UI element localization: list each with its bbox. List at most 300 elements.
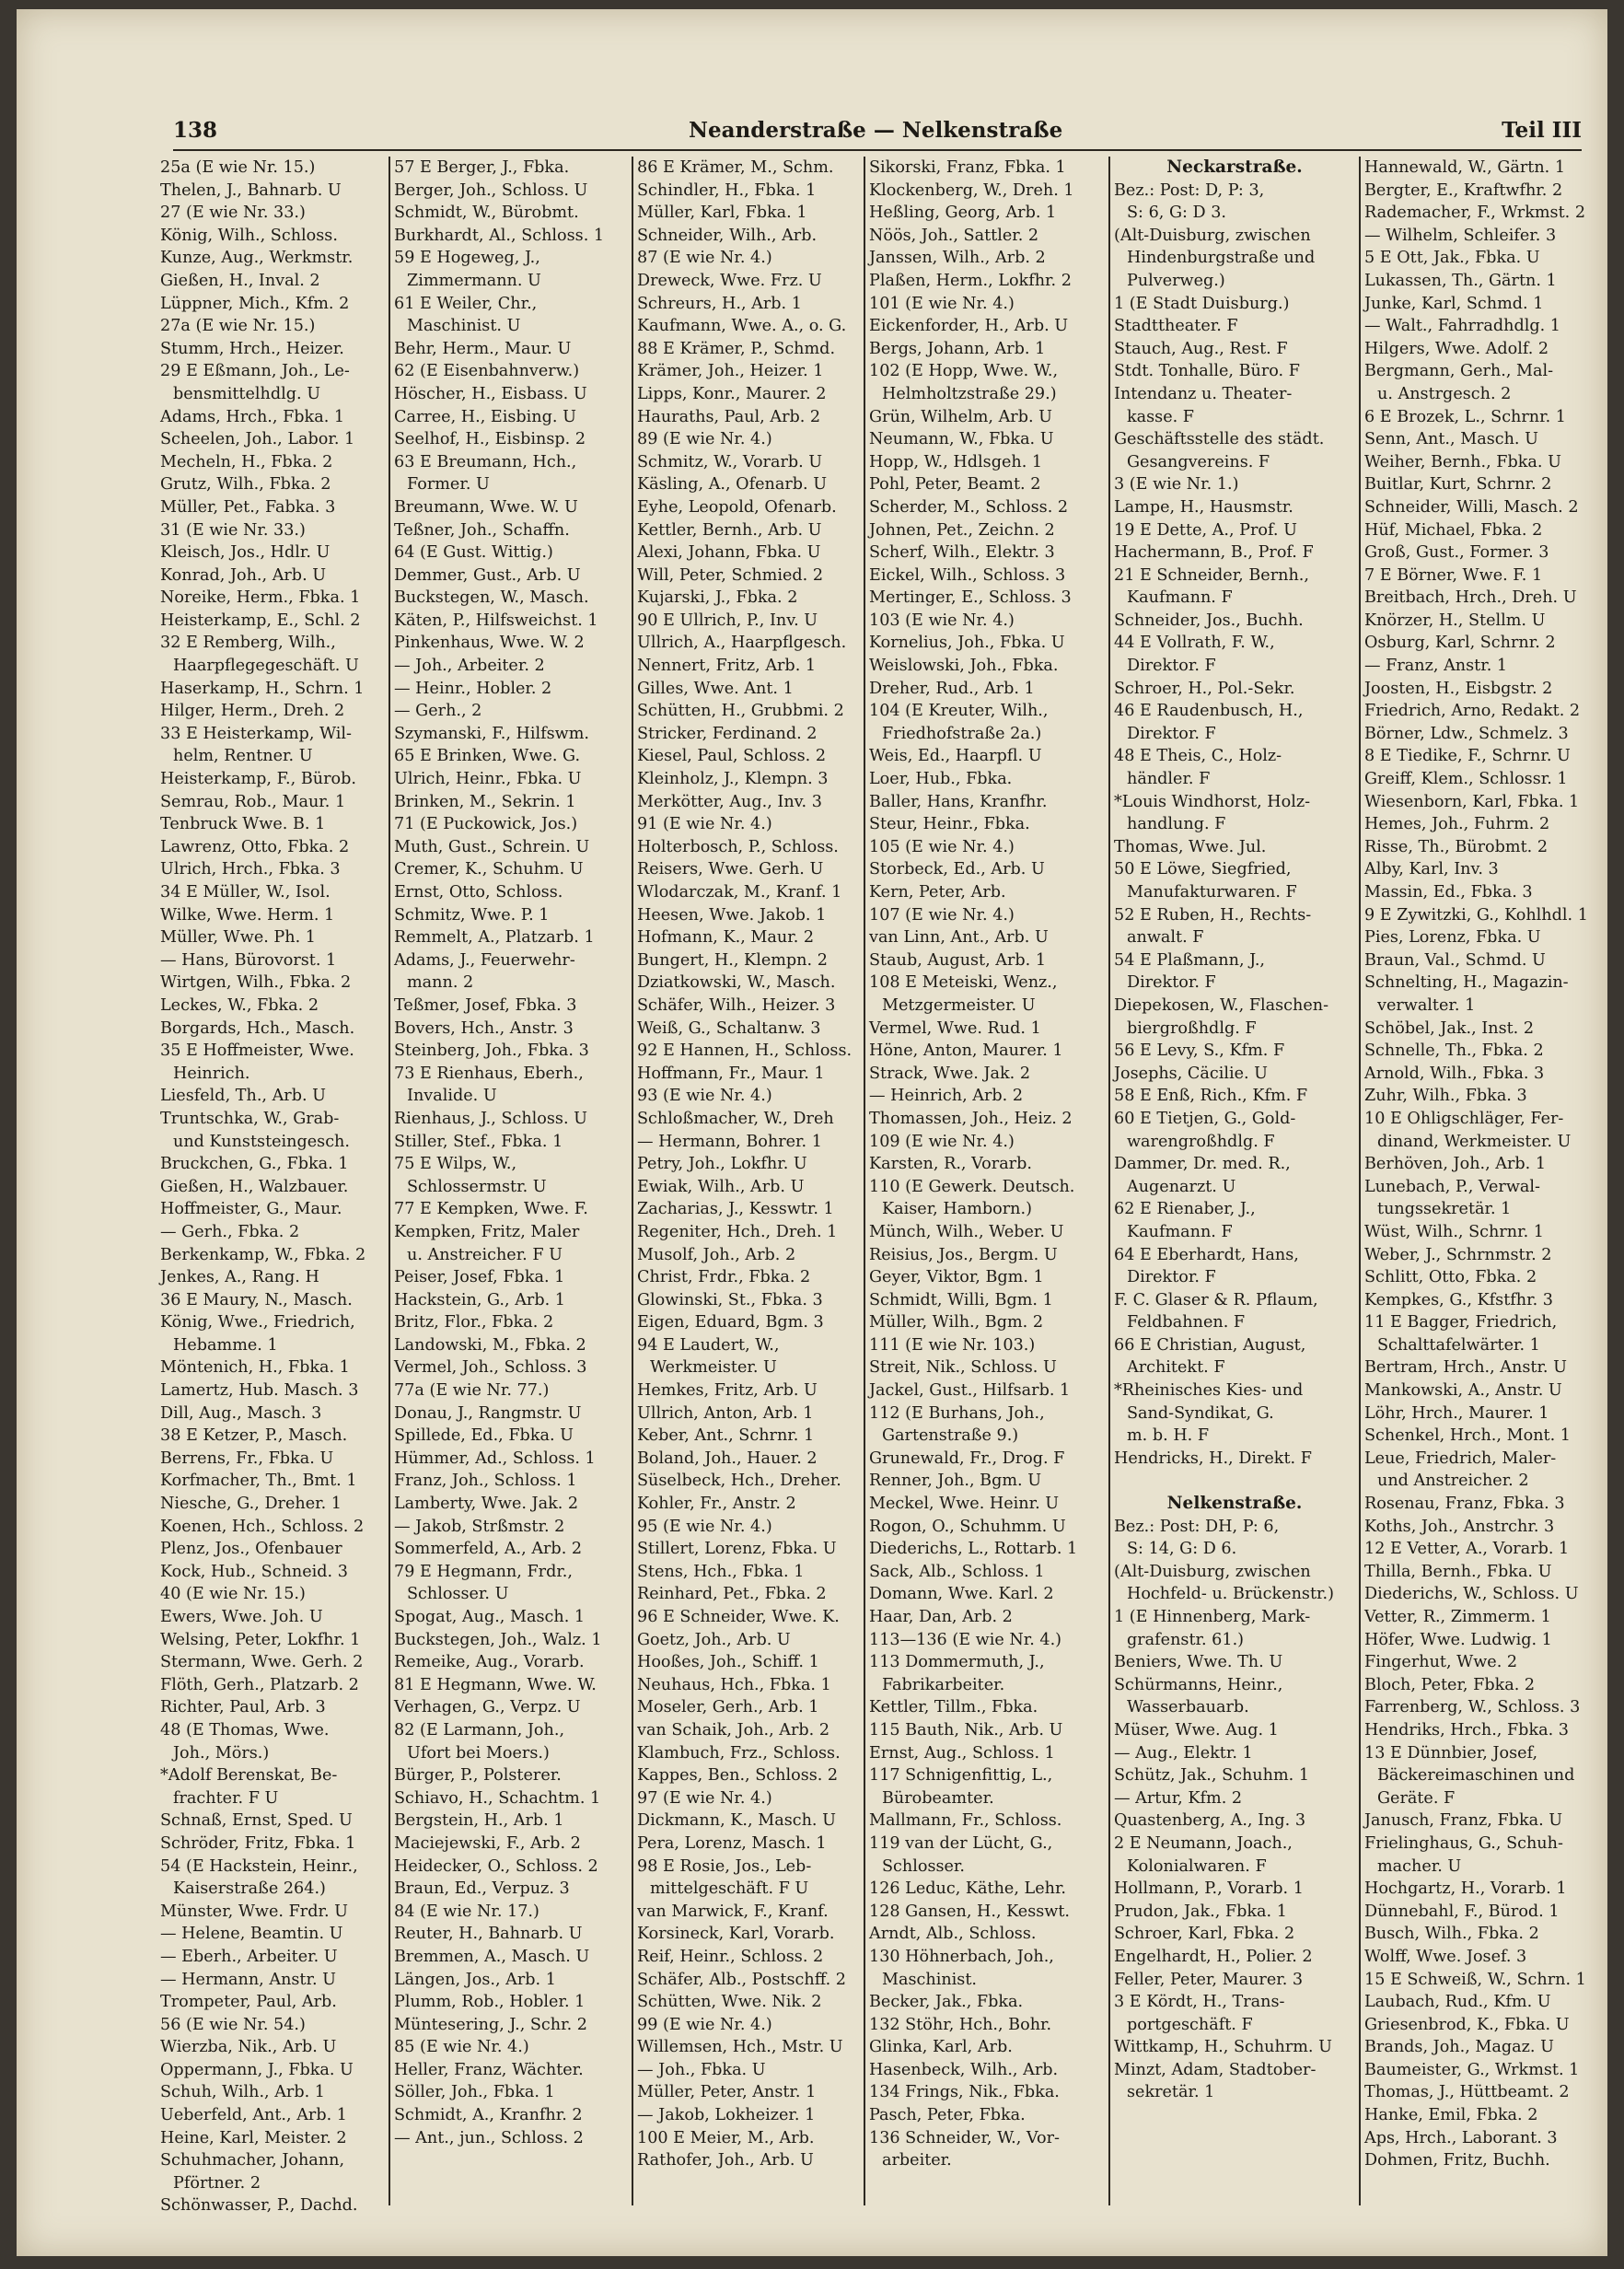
directory-entry: 29 E Eßmann, Joh., Le- — [160, 362, 350, 381]
directory-entry: Goetz, Joh., Arb. U — [637, 1630, 791, 1649]
directory-entry: Grunewald, Fr., Drog. F — [869, 1449, 1065, 1468]
directory-entry: Lamberty, Wwe. Jak. 2 — [394, 1495, 579, 1514]
directory-entry: Stumm, Hrch., Heizer. — [160, 339, 344, 358]
directory-entry: Müller, Wwe. Ph. 1 — [160, 928, 316, 948]
directory-entry: Heesen, Wwe. Jakob. 1 — [637, 905, 827, 925]
directory-entry: Zimmermann. U — [407, 271, 541, 290]
directory-entry: grafenstr. 61.) — [1127, 1630, 1245, 1649]
directory-entry: Käsling, A., Ofenarb. U — [637, 475, 828, 495]
directory-entry: Busch, Wilh., Fbka. 2 — [1364, 1925, 1539, 1944]
directory-entry: — Hermann, Bohrer. 1 — [637, 1132, 822, 1151]
directory-entry: Schönwasser, P., Dachd. — [160, 2196, 358, 2216]
directory-entry: Petry, Joh., Lokfhr. U — [637, 1155, 807, 1174]
directory-entry: Hendriks, Hrch., Fbka. 3 — [1364, 1720, 1569, 1740]
page-number: 138 — [173, 118, 218, 143]
directory-entry: Greiff, Klem., Schlossr. 1 — [1364, 770, 1568, 789]
directory-page — [17, 9, 1607, 2256]
directory-entry: 38 E Ketzer, P., Masch. — [160, 1426, 348, 1446]
directory-entry: Geschäftsstelle des städt. — [1114, 430, 1325, 449]
directory-entry: Schnelting, H., Magazin- — [1364, 973, 1569, 993]
directory-entry: Thomassen, Joh., Heiz. 2 — [869, 1109, 1073, 1128]
directory-entry: *Rheinisches Kies- und — [1114, 1381, 1304, 1401]
directory-entry: Kleisch, Jos., Hdlr. U — [160, 543, 331, 563]
directory-entry: u. Anstrgesch. 2 — [1377, 384, 1512, 403]
directory-entry: 84 (E wie Nr. 17.) — [394, 1902, 539, 1921]
directory-entry: mann. 2 — [407, 973, 474, 993]
directory-entry: 61 E Weiler, Chr., — [394, 294, 538, 313]
directory-entry: Mallmann, Fr., Schloss. — [869, 1811, 1062, 1831]
directory-entry: 44 E Vollrath, F. W., — [1114, 634, 1275, 653]
directory-entry: 31 (E wie Nr. 33.) — [160, 520, 306, 540]
directory-entry: Loer, Hub., Fbka. — [869, 770, 1013, 789]
directory-entry: — Walt., Fahrradhdlg. 1 — [1364, 317, 1560, 336]
directory-entry: Rathofer, Joh., Arb. U — [637, 2151, 814, 2170]
directory-entry: 97 (E wie Nr. 4.) — [637, 1788, 772, 1808]
directory-entry: Söller, Joh., Fbka. 1 — [394, 2083, 555, 2102]
directory-entry: Ullrich, Anton, Arb. 1 — [637, 1403, 814, 1423]
header-rule — [173, 149, 1582, 151]
directory-entry: Boland, Joh., Hauer. 2 — [637, 1449, 818, 1468]
directory-entry: Direktor. F — [1127, 1268, 1216, 1287]
directory-entry: Bäckereimaschinen und — [1377, 1766, 1575, 1786]
directory-entry: Müser, Wwe. Aug. 1 — [1114, 1720, 1279, 1740]
directory-entry: 136 Schneider, W., Vor- — [869, 2128, 1060, 2147]
directory-entry: Lampe, H., Hausmstr. — [1114, 497, 1293, 517]
directory-entry: Schuh, Wilh., Arb. 1 — [160, 2083, 325, 2102]
directory-entry: Pies, Lorenz, Fbka. U — [1364, 928, 1541, 948]
directory-entry: 113—136 (E wie Nr. 4.) — [869, 1630, 1062, 1649]
directory-entry: Griesenbrod, K., Fbka. U — [1364, 2015, 1570, 2034]
directory-entry: Berger, Joh., Schloss. U — [394, 180, 588, 200]
directory-entry: Pinkenhaus, Wwe. W. 2 — [394, 634, 585, 653]
directory-entry: Arnold, Wilh., Fbka. 3 — [1364, 1064, 1545, 1083]
directory-entry: Möntenich, H., Fbka. 1 — [160, 1358, 350, 1378]
directory-entry: Wlodarczak, M., Kranf. 1 — [637, 883, 842, 902]
directory-entry: Gilles, Wwe. Ant. 1 — [637, 679, 794, 698]
directory-entry: dinand, Werkmeister. U — [1377, 1132, 1572, 1151]
directory-entry: 64 (E Gust. Wittig.) — [394, 543, 553, 563]
directory-entry: Reinhard, Pet., Fbka. 2 — [637, 1585, 827, 1604]
directory-entry: Bürger, P., Polsterer. — [394, 1766, 562, 1786]
directory-entry: Direktor. F — [1127, 657, 1216, 676]
directory-entry: Pförtner. 2 — [173, 2173, 261, 2193]
directory-entry: 3 E Kördt, H., Trans- — [1114, 1993, 1285, 2012]
directory-entry: Musolf, Joh., Arb. 2 — [637, 1245, 796, 1264]
directory-entry: 6 E Brozek, L., Schrnr. 1 — [1364, 407, 1566, 426]
directory-entry: Müller, Pet., Fabka. 3 — [160, 497, 336, 517]
directory-entry: Kempken, Fritz, Maler — [394, 1222, 580, 1241]
directory-entry: Strack, Wwe. Jak. 2 — [869, 1064, 1031, 1083]
directory-entry: Kleinholz, J., Klempn. 3 — [637, 770, 829, 789]
directory-entry: 91 (E wie Nr. 4.) — [637, 815, 772, 834]
directory-entry: Maschinist. — [882, 1970, 977, 1989]
directory-entry: Zuhr, Wilh., Fbka. 3 — [1364, 1087, 1527, 1106]
directory-entry: Alexi, Johann, Fbka. U — [637, 543, 821, 563]
directory-entry: Stricker, Ferdinand. 2 — [637, 724, 818, 743]
directory-entry: 88 E Krämer, P., Schmd. — [637, 339, 836, 358]
directory-entry: 25a (E wie Nr. 15.) — [160, 158, 316, 177]
directory-entry: mittelgeschäft. F U — [650, 1879, 809, 1899]
directory-entry: Bremmen, A., Masch. U — [394, 1947, 590, 1966]
directory-entry: Reif, Heinr., Schloss. 2 — [637, 1947, 824, 1966]
directory-entry: — Hans, Bürovorst. 1 — [160, 950, 337, 970]
directory-entry: 105 (E wie Nr. 4.) — [869, 837, 1015, 856]
directory-entry: 64 E Eberhardt, Hans, — [1114, 1245, 1299, 1264]
directory-entry: 27a (E wie Nr. 15.) — [160, 317, 316, 336]
directory-entry: Mertinger, E., Schloss. 3 — [869, 588, 1072, 608]
directory-entry: Bruckchen, G., Fbka. 1 — [160, 1155, 349, 1174]
directory-entry: Braun, Val., Schmd. U — [1364, 950, 1546, 970]
directory-entry: biergroßhdlg. F — [1127, 1018, 1257, 1038]
directory-entry: Bungert, H., Klempn. 2 — [637, 950, 828, 970]
directory-entry: Muth, Gust., Schrein. U — [394, 837, 590, 856]
directory-entry: Buckstegen, Joh., Walz. 1 — [394, 1630, 602, 1649]
directory-entry: Diederichs, L., Rottarb. 1 — [869, 1540, 1078, 1559]
directory-entry: Pera, Lorenz, Masch. 1 — [637, 1833, 827, 1853]
directory-entry: Koenen, Hch., Schloss. 2 — [160, 1517, 365, 1536]
directory-entry: Schütten, H., Grubbmi. 2 — [637, 702, 844, 721]
directory-entry: Stillert, Lorenz, Fbka. U — [637, 1540, 837, 1559]
directory-entry: Ernst, Aug., Schloss. 1 — [869, 1743, 1055, 1763]
directory-entry: van Linn, Ant., Arb. U — [869, 928, 1049, 948]
directory-entry: Kaufmann. F — [1127, 588, 1233, 608]
directory-entry: Behr, Herm., Maur. U — [394, 339, 572, 358]
directory-entry: Dill, Aug., Masch. 3 — [160, 1403, 322, 1423]
directory-entry: Breitbach, Hrch., Dreh. U — [1364, 588, 1577, 608]
directory-entry: Remmelt, A., Platzarb. 1 — [394, 928, 595, 948]
directory-entry: — Jakob, Lokheizer. 1 — [637, 2106, 816, 2125]
directory-entry: Eigen, Eduard, Bgm. 3 — [637, 1313, 824, 1332]
directory-entry: Augenarzt. U — [1127, 1177, 1236, 1196]
directory-entry: Kaufmann. F — [1127, 1222, 1233, 1241]
directory-entry: händler. F — [1127, 770, 1211, 789]
directory-entry: Hanke, Emil, Fbka. 2 — [1364, 2106, 1538, 2125]
directory-entry: Szymanski, F., Hilfswm. — [394, 724, 589, 743]
directory-entry: Schroer, Karl, Fbka. 2 — [1114, 1925, 1295, 1944]
directory-entry: Berrens, Fr., Fbka. U — [160, 1449, 334, 1468]
directory-entry: u. Anstreicher. F U — [407, 1245, 563, 1264]
directory-entry: Hochfeld- u. Brückenstr.) — [1127, 1585, 1334, 1604]
directory-entry: Glinka, Karl, Arb. — [869, 2038, 1013, 2057]
directory-entry: Wolff, Wwe. Josef. 3 — [1364, 1947, 1527, 1966]
directory-entry: (Alt-Duisburg, zwischen — [1114, 226, 1311, 245]
directory-entry: Thelen, J., Bahnarb. U — [160, 180, 342, 200]
directory-entry: Weislowski, Joh., Fbka. — [869, 657, 1059, 676]
directory-entry: Lipps, Konr., Maurer. 2 — [637, 384, 827, 403]
directory-entry: Will, Peter, Schmied. 2 — [637, 565, 824, 585]
directory-entry: Schindler, H., Fbka. 1 — [637, 180, 817, 200]
directory-entry: Buckstegen, W., Masch. — [394, 588, 589, 608]
directory-entry: — Joh., Fbka. U — [637, 2060, 766, 2079]
directory-entry: Weiher, Bernh., Fbka. U — [1364, 452, 1561, 471]
directory-entry: Haarpflegegeschäft. U — [173, 657, 359, 676]
section-label: Teil III — [1502, 118, 1582, 143]
directory-entry: F. C. Glaser & R. Pflaum, — [1114, 1290, 1318, 1309]
directory-entry: 57 E Berger, J., Fbka. — [394, 158, 570, 177]
directory-entry: 117 Schnigenfittig, L., — [869, 1766, 1053, 1786]
street-heading: Neckarstraße. — [1166, 157, 1303, 177]
directory-entry: Brands, Joh., Magaz. U — [1364, 2038, 1554, 2057]
directory-entry: Stadttheater. F — [1114, 317, 1238, 336]
directory-entry: Hindenburgstraße und — [1127, 249, 1316, 268]
directory-entry: — Gerh., 2 — [394, 702, 482, 721]
directory-entry: Domann, Wwe. Karl. 2 — [869, 1585, 1054, 1604]
directory-entry: Schnaß, Ernst, Sped. U — [160, 1811, 353, 1831]
directory-entry: Schmitz, Wwe. P. 1 — [394, 905, 550, 925]
directory-entry: Bergs, Johann, Arb. 1 — [869, 339, 1046, 358]
directory-entry: Stiller, Stef., Fbka. 1 — [394, 1132, 563, 1151]
directory-entry: Heller, Franz, Wächter. — [394, 2060, 584, 2079]
directory-entry: Richter, Paul, Arb. 3 — [160, 1698, 326, 1717]
directory-entry: Janssen, Wilh., Arb. 2 — [869, 249, 1046, 268]
directory-entry: Teßner, Joh., Schaffn. — [394, 520, 570, 540]
directory-entry: Reisers, Wwe. Gerh. U — [637, 860, 824, 879]
directory-entry: Diepekosen, W., Flaschen- — [1114, 995, 1329, 1015]
directory-entry: Hochgartz, H., Vorarb. 1 — [1364, 1879, 1567, 1899]
directory-entry: Hebamme. 1 — [173, 1335, 278, 1355]
directory-entry: Sack, Alb., Schloss. 1 — [869, 1562, 1045, 1581]
directory-entry: Schneider, Jos., Buchh. — [1114, 611, 1304, 630]
directory-entry: 13 E Dünnbier, Josef, — [1364, 1743, 1538, 1763]
directory-entry: Hüf, Michael, Fbka. 2 — [1364, 520, 1543, 540]
directory-entry: Bergmann, Gerh., Mal- — [1364, 362, 1554, 381]
street-heading: Nelkenstraße. — [1166, 1494, 1303, 1514]
directory-entry: 81 E Hegmann, Wwe. W. — [394, 1675, 597, 1694]
directory-entry: 10 E Ohligschläger, Fer- — [1364, 1109, 1564, 1128]
directory-entry: Längen, Jos., Arb. 1 — [394, 1970, 556, 1989]
directory-entry: 1 (E Hinnenberg, Mark- — [1114, 1608, 1311, 1626]
directory-entry: 56 E Levy, S., Kfm. F — [1114, 1041, 1285, 1061]
directory-entry: Adams, J., Feuerwehr- — [394, 950, 575, 970]
directory-entry: — Heinrich, Arb. 2 — [869, 1087, 1024, 1106]
directory-entry: Trompeter, Paul, Arb. — [160, 1993, 337, 2012]
directory-entry: Klambuch, Frz., Schloss. — [637, 1743, 841, 1763]
directory-entry: Bez.: Post: D, P: 3, — [1114, 180, 1265, 200]
directory-entry: Klockenberg, W., Dreh. 1 — [869, 180, 1074, 200]
directory-entry: Steinberg, Joh., Fbka. 3 — [394, 1041, 589, 1061]
directory-entry: Schlitt, Otto, Fbka. 2 — [1364, 1268, 1537, 1287]
directory-entry: Joh., Mörs.) — [173, 1743, 270, 1763]
directory-entry: Vetter, R., Zimmerm. 1 — [1364, 1608, 1551, 1626]
directory-entry: Thomas, J., Hüttbeamt. 2 — [1364, 2083, 1570, 2102]
directory-entry: Berkenkamp, W., Fbka. 2 — [160, 1245, 366, 1264]
directory-entry: Kunze, Aug., Werkmstr. — [160, 249, 354, 268]
directory-entry: Minzt, Adam, Stadtober- — [1114, 2060, 1317, 2079]
directory-entry: Hooßes, Joh., Schiff. 1 — [637, 1653, 819, 1672]
directory-entry: *Louis Windhorst, Holz- — [1114, 792, 1311, 811]
directory-entry: 63 E Breumann, Hch., — [394, 452, 577, 471]
directory-entry: Plaßen, Herm., Lokfhr. 2 — [869, 271, 1072, 290]
directory-entry: 107 (E wie Nr. 4.) — [869, 905, 1015, 925]
directory-entry: Dreweck, Wwe. Frz. U — [637, 271, 822, 290]
directory-entry: Ullrich, A., Haarpflgesch. — [637, 634, 847, 653]
directory-entry: 92 E Hannen, H., Schloss. — [637, 1041, 853, 1061]
directory-entry: sekretär. 1 — [1127, 2083, 1215, 2102]
directory-entry: Invalide. U — [407, 1087, 497, 1106]
column-1 — [157, 157, 389, 2216]
directory-entry: Pohl, Peter, Beamt. 2 — [869, 475, 1041, 495]
directory-entry: Dziatkowski, W., Masch. — [637, 973, 836, 993]
directory-entry: Stermann, Wwe. Gerh. 2 — [160, 1653, 364, 1672]
directory-entry: Maschinist. U — [407, 317, 521, 336]
directory-entry: van Schaik, Joh., Arb. 2 — [637, 1720, 830, 1740]
directory-entry: 77a (E wie Nr. 77.) — [394, 1381, 550, 1401]
directory-entry: Vermel, Joh., Schloss. 3 — [394, 1358, 587, 1378]
directory-entry: — Helene, Beamtin. U — [160, 1925, 343, 1944]
directory-entry: Werkmeister. U — [650, 1358, 777, 1378]
directory-entry: 65 E Brinken, Wwe. G. — [394, 747, 581, 766]
directory-entry: Liesfeld, Th., Arb. U — [160, 1087, 326, 1106]
directory-entry: Helmholtzstraße 29.) — [882, 384, 1057, 403]
directory-entry: helm, Rentner. U — [173, 747, 313, 766]
directory-entry: Mankowski, A., Anstr. U — [1364, 1381, 1562, 1401]
directory-entry: Architekt. F — [1127, 1358, 1225, 1378]
directory-entry: Knörzer, H., Stellm. U — [1364, 611, 1546, 630]
directory-entry: Merkötter, Aug., Inv. 3 — [637, 792, 822, 811]
directory-entry: Kaiserstraße 264.) — [173, 1879, 326, 1899]
directory-entry: Direktor. F — [1127, 973, 1216, 993]
directory-entry: Münch, Wilh., Weber. U — [869, 1222, 1064, 1241]
page-title: Neanderstraße — Nelkenstraße — [689, 118, 1063, 143]
directory-entry: Stdt. Tonhalle, Büro. F — [1114, 362, 1300, 381]
directory-entry: Joosten, H., Eisbgstr. 2 — [1364, 679, 1553, 698]
directory-entry: 50 E Löwe, Siegfried, — [1114, 860, 1292, 879]
directory-entry: Gießen, H., Inval. 2 — [160, 271, 320, 290]
directory-entry: 1 (E Stadt Duisburg.) — [1114, 294, 1290, 313]
directory-entry: Bergter, E., Kraftwfhr. 2 — [1364, 180, 1563, 200]
directory-entry: Lukassen, Th., Gärtn. 1 — [1364, 271, 1557, 290]
directory-entry: Plumm, Rob., Hobler. 1 — [394, 1993, 586, 2012]
directory-entry: 128 Gansen, H., Kesswt. — [869, 1902, 1070, 1921]
directory-entry: 27 (E wie Nr. 33.) — [160, 204, 306, 223]
directory-entry: Bertram, Hrch., Anstr. U — [1364, 1358, 1567, 1378]
directory-entry: 34 E Müller, W., Isol. — [160, 883, 331, 902]
directory-entry: Gartenstraße 9.) — [882, 1426, 1019, 1446]
directory-entry: Kettler, Tillm., Fbka. — [869, 1698, 1038, 1717]
directory-entry: Müller, Karl, Fbka. 1 — [637, 204, 807, 223]
directory-entry: Buitlar, Kurt, Schrnr. 2 — [1364, 475, 1552, 495]
directory-entry: Kornelius, Joh., Fbka. U — [869, 634, 1065, 653]
directory-entry: Carree, H., Eisbing. U — [394, 407, 576, 426]
directory-entry: 132 Stöhr, Hch., Bohr. — [869, 2015, 1052, 2034]
directory-entry: 79 E Hegmann, Frdr., — [394, 1562, 573, 1581]
directory-entry: Heine, Karl, Meister. 2 — [160, 2128, 347, 2147]
directory-entry: Farrenberg, W., Schloss. 3 — [1364, 1698, 1581, 1717]
directory-entry: Ueberfeld, Ant., Arb. 1 — [160, 2106, 347, 2125]
directory-entry: Korsineck, Karl, Vorarb. — [637, 1925, 835, 1944]
directory-entry: Gießen, H., Walzbauer. — [160, 1177, 349, 1196]
directory-entry: Spillede, Ed., Fbka. U — [394, 1426, 574, 1446]
directory-entry: Weiß, G., Schaltanw. 3 — [637, 1018, 821, 1038]
directory-entry: Kujarski, J., Fbka. 2 — [637, 588, 798, 608]
directory-entry: Weis, Ed., Haarpfl. U — [869, 747, 1042, 766]
directory-entry: 36 E Maury, N., Masch. — [160, 1290, 353, 1309]
directory-entry: Risse, Th., Bürobmt. 2 — [1364, 837, 1549, 856]
directory-entry: Jackel, Gust., Hilfsarb. 1 — [869, 1381, 1071, 1401]
directory-entry: Käten, P., Hilfsweichst. 1 — [394, 611, 598, 630]
directory-entry: 2 E Neumann, Joach., — [1114, 1833, 1293, 1853]
directory-entry: Ulrich, Heinr., Fbka. U — [394, 770, 582, 789]
directory-entry: 89 (E wie Nr. 4.) — [637, 430, 772, 449]
directory-entry: Schenkel, Hrch., Mont. 1 — [1364, 1426, 1571, 1446]
directory-entry: 21 E Schneider, Bernh., — [1114, 565, 1309, 585]
directory-entry: 46 E Raudenbusch, H., — [1114, 702, 1304, 721]
directory-entry: Becker, Jak., Fbka. — [869, 1993, 1024, 2012]
directory-entry: Pasch, Peter, Fbka. — [869, 2106, 1026, 2125]
directory-entry: Diederichs, W., Schloss. U — [1364, 1585, 1579, 1604]
directory-entry: Mecheln, H., Fbka. 2 — [160, 452, 333, 471]
directory-entry: Schäfer, Wilh., Heizer. 3 — [637, 995, 836, 1015]
directory-entry: König, Wilh., Schloss. — [160, 226, 338, 245]
directory-entry: 58 E Enß, Rich., Kfm. F — [1114, 1087, 1308, 1106]
directory-entry: Junke, Karl, Schmd. 1 — [1364, 294, 1544, 313]
directory-entry: Hemkes, Fritz, Arb. U — [637, 1381, 818, 1401]
directory-entry: Sommerfeld, A., Arb. 2 — [394, 1540, 583, 1559]
directory-entry: 32 E Remberg, Wilh., — [160, 634, 336, 653]
directory-entry: 113 Dommermuth, J., — [869, 1653, 1045, 1672]
directory-entry: 90 E Ullrich, P., Inv. U — [637, 611, 818, 630]
directory-entry: Thilla, Bernh., Fbka. U — [1364, 1562, 1552, 1581]
directory-entry: Johnen, Pet., Zeichn. 2 — [869, 520, 1055, 540]
directory-entry: Kolonialwaren. F — [1127, 1856, 1267, 1876]
directory-entry: Moseler, Gerh., Arb. 1 — [637, 1698, 819, 1717]
directory-entry: Verhagen, G., Verpz. U — [394, 1698, 581, 1717]
directory-entry: (Alt-Duisburg, zwischen — [1114, 1562, 1311, 1581]
directory-entry: anwalt. F — [1127, 928, 1204, 948]
directory-entry: Scherder, M., Schloss. 2 — [869, 497, 1069, 517]
directory-entry: — Aug., Elektr. 1 — [1114, 1743, 1253, 1763]
directory-entry: Kiesel, Paul, Schloss. 2 — [637, 747, 827, 766]
directory-entry: Stauch, Aug., Rest. F — [1114, 339, 1288, 358]
directory-entry: Spogat, Aug., Masch. 1 — [394, 1608, 586, 1626]
directory-entry: Laubach, Rud., Kfm. U — [1364, 1993, 1551, 2012]
directory-entry: 119 van der Lücht, G., — [869, 1833, 1053, 1853]
directory-entry: Bürobeamter. — [882, 1788, 994, 1808]
directory-entry: Hopp, W., Hdlsgeh. 1 — [869, 452, 1043, 471]
directory-entry: Kock, Hub., Schneid. 3 — [160, 1562, 348, 1581]
directory-entry: kasse. F — [1127, 407, 1195, 426]
directory-entry: — Eberh., Arbeiter. U — [160, 1947, 338, 1966]
directory-entry: Regeniter, Hch., Dreh. 1 — [637, 1222, 838, 1241]
directory-entry: Kaufmann, Wwe. A., o. G. — [637, 317, 847, 336]
directory-entry: Kern, Peter, Arb. — [869, 883, 1006, 902]
directory-entry: 62 E Rienaber, J., — [1114, 1200, 1256, 1219]
directory-entry: Reuter, H., Bahnarb. U — [394, 1925, 583, 1944]
directory-entry: Hollmann, P., Vorarb. 1 — [1114, 1879, 1304, 1899]
directory-entry: Bloch, Peter, Fbka. 2 — [1364, 1675, 1536, 1694]
directory-entry: Intendanz u. Theater- — [1114, 384, 1293, 403]
directory-entry: 104 (E Kreuter, Wilh., — [869, 702, 1049, 721]
directory-entry: 110 (E Gewerk. Deutsch. — [869, 1177, 1075, 1196]
directory-entry: Ulrich, Hrch., Fbka. 3 — [160, 860, 341, 879]
directory-entry: 71 (E Puckowick, Jos.) — [394, 815, 578, 834]
directory-entry: 15 E Schweiß, W., Schrn. 1 — [1364, 1970, 1586, 1989]
directory-entry: Lüppner, Mich., Kfm. 2 — [160, 294, 350, 313]
directory-entry: Metzgermeister. U — [882, 995, 1036, 1015]
directory-entry: Prudon, Jak., Fbka. 1 — [1114, 1902, 1287, 1921]
directory-entry: Scheelen, Joh., Labor. 1 — [160, 430, 355, 449]
directory-entry: Britz, Flor., Fbka. 2 — [394, 1313, 554, 1332]
directory-entry — [1114, 1470, 1355, 1493]
directory-entry: m. b. H. F — [1127, 1426, 1210, 1446]
directory-entry: 96 E Schneider, Wwe. K. — [637, 1608, 840, 1626]
directory-entry: Schiavo, H., Schachtm. 1 — [394, 1788, 601, 1808]
directory-entry: Ernst, Otto, Schloss. — [394, 883, 563, 902]
directory-entry: Schmidt, A., Kranfhr. 2 — [394, 2106, 583, 2125]
directory-entry: König, Wwe., Friedrich, — [160, 1313, 355, 1332]
directory-entry: Engelhardt, H., Polier. 2 — [1114, 1947, 1313, 1966]
directory-entry: Müntesering, J., Schr. 2 — [394, 2015, 587, 2034]
